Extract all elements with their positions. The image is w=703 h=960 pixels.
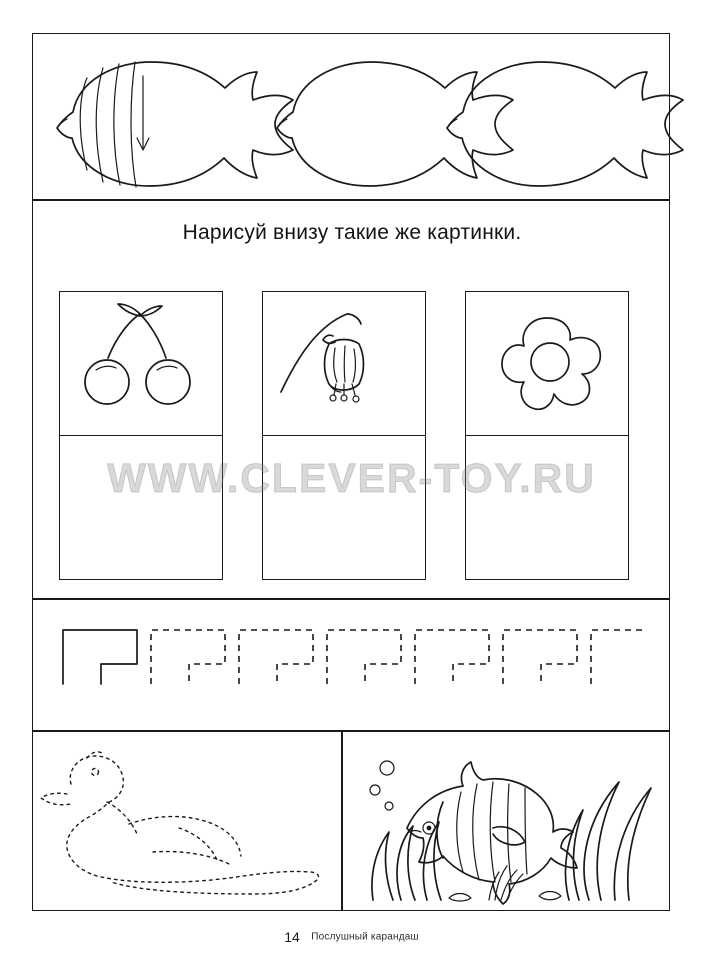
- duck-dotted-illustration: [33, 732, 341, 910]
- fish-outline-3: [447, 62, 683, 186]
- sample-cell-bluebell: [262, 291, 426, 436]
- panel-fish-row: [32, 33, 670, 200]
- sample-cell-daisy: [465, 291, 629, 436]
- pattern-dashed-group: [151, 630, 645, 684]
- fish-shaded: [57, 62, 293, 187]
- book-title: Послушный карандаш: [311, 931, 419, 943]
- panel-duck-tracing: [32, 731, 342, 911]
- panel-copy-task: [32, 200, 670, 599]
- sample-cell-cherries: [59, 291, 223, 436]
- instruction-text: Нарисуй внизу такие же картинки.: [182, 221, 522, 244]
- watermark: WWW.CLEVER-TOY.RU: [107, 455, 596, 501]
- panel-aquarium-scene: [342, 731, 670, 911]
- answer-cell-bluebell[interactable]: [262, 435, 426, 580]
- copy-column-cherries: [59, 291, 223, 582]
- fish-row-illustration: [33, 34, 671, 201]
- copy-column-daisy: [465, 291, 629, 582]
- answer-cell-cherries[interactable]: [59, 435, 223, 580]
- fish-outline-2: [277, 62, 513, 186]
- tracing-pattern-illustration: [33, 600, 669, 730]
- aquarium-fish-illustration: [343, 732, 669, 910]
- panel-tracing-pattern: [32, 599, 670, 731]
- page-footer: [0, 928, 703, 946]
- worksheet-frame: [32, 33, 670, 911]
- pattern-solid: [63, 630, 137, 684]
- answer-cell-daisy[interactable]: [465, 435, 629, 580]
- copy-grid: [59, 291, 645, 582]
- page-number: 14: [284, 928, 300, 945]
- bluebell-flower-icon: [263, 292, 425, 435]
- copy-column-bluebell: [262, 291, 426, 582]
- daisy-flower-icon: [466, 292, 628, 435]
- cherries-icon: [60, 292, 222, 435]
